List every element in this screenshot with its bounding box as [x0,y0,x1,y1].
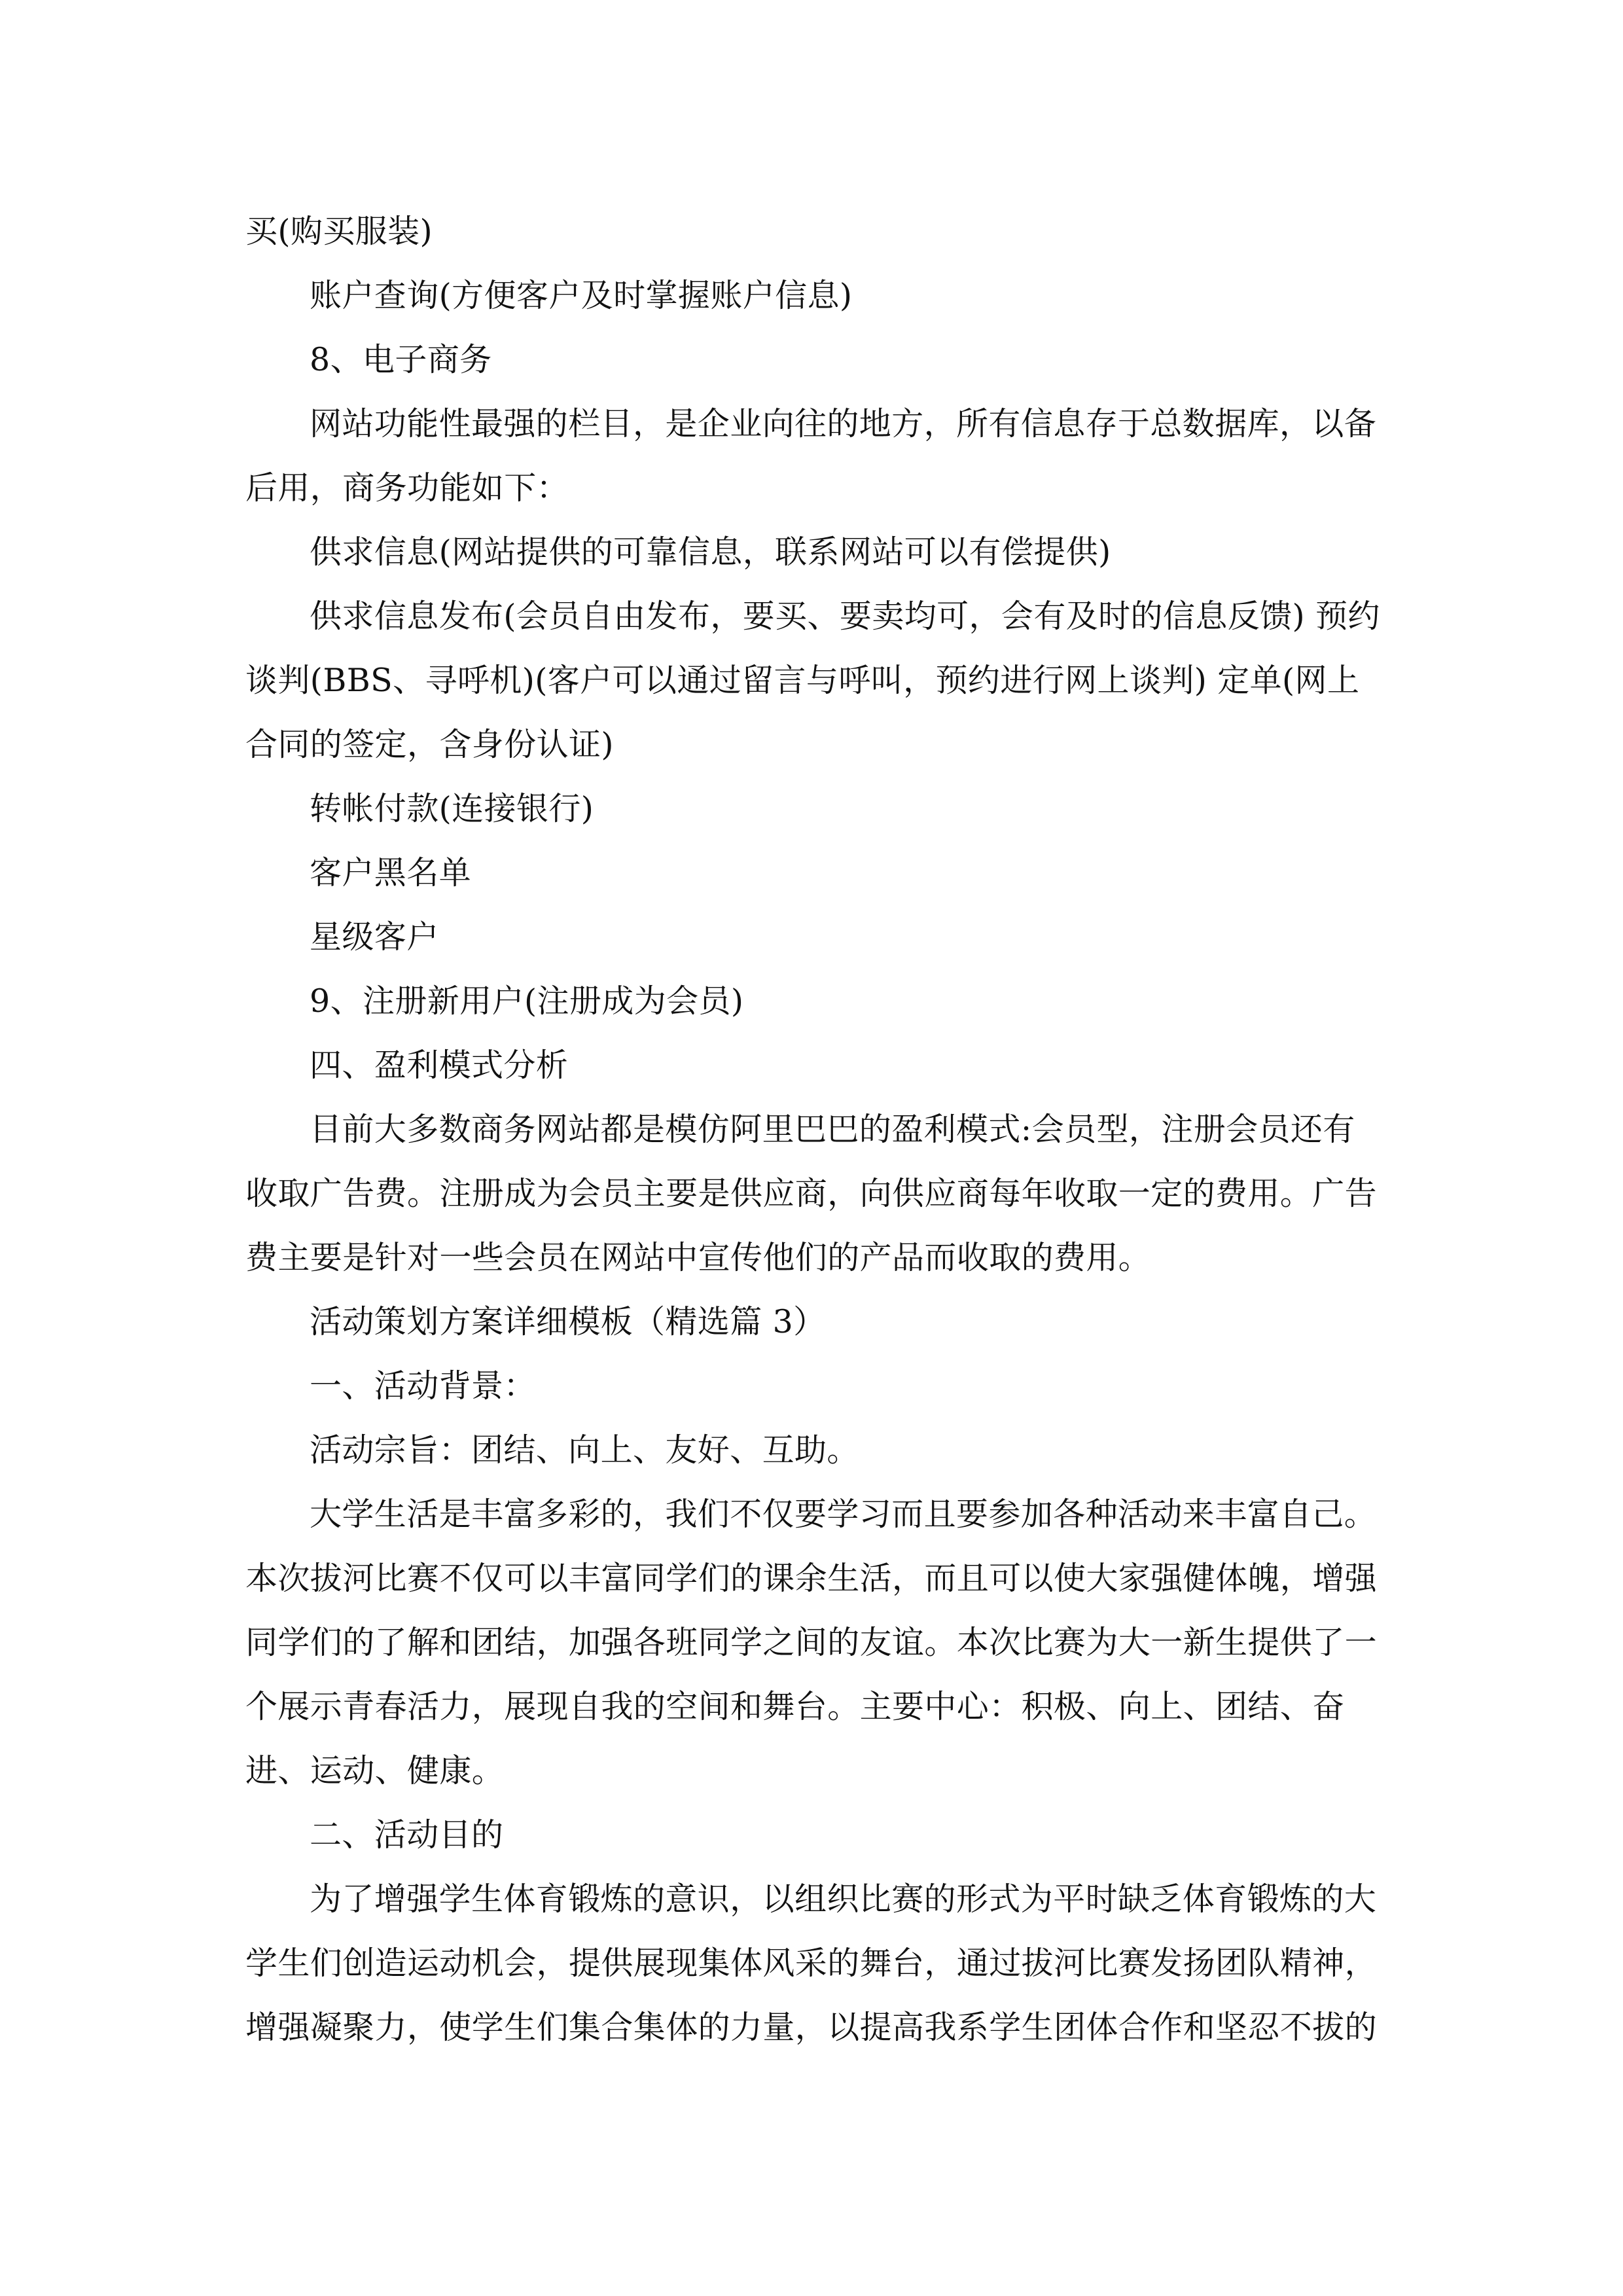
paragraph-college-life: 大学生活是丰富多彩的，我们不仅要学习而且要参加各种活动来丰富自己。本次拔河比赛不仅可以丰富同学们的课余生活，而且可以使大家强健体魄，增强同学们的了解和团结，加强各班同学之间的友谊。本次比赛为大一新生提供了一个展示青春活力，展现自我的空间和舞台。主要中心：积极、向上、团结、奋进、运动、健康。 [245,1496,1378,1789]
section-heading-ecommerce: 8、电子商务 [310,341,492,378]
paragraph-supply-info: 供求信息(网站提供的可靠信息，联系网站可以有偿提供) [310,533,1111,571]
paragraph-continuation: 买(购买服装) [245,213,433,250]
section-heading-register: 9、注册新用户(注册成为会员) [310,982,744,1020]
section-heading-background: 一、活动背景： [310,1367,536,1405]
paragraph-transfer-payment: 转帐付款(连接银行) [310,790,594,827]
paragraph-supply-publish: 供求信息发布(会员自由发布，要买、要卖均可，会有及时的信息反馈) 预约谈判(BBS、寻呼机)(客户可以通过留言与呼叫，预约进行网上谈判) 定单(网上合同的签定，含身份认证) [245,598,1380,763]
paragraph-ecommerce-intro: 网站功能性最强的栏目，是企业向往的地方，所有信息存于总数据库，以备后用，商务功能如下： [245,405,1377,507]
section-heading-activity-goal: 二、活动目的 [310,1816,504,1854]
section-heading-profit-model: 四、盈利模式分析 [310,1047,569,1084]
section-title-activity-plan: 活动策划方案详细模板（精选篇 3） [310,1303,826,1340]
paragraph-account-query: 账户查询(方便客户及时掌握账户信息) [310,277,853,314]
paragraph-activity-purpose: 活动宗旨：团结、向上、友好、互助。 [310,1431,859,1469]
paragraph-star-customer: 星级客户 [310,918,439,956]
document-body [245,200,1381,2060]
paragraph-customer-blacklist: 客户黑名单 [310,854,472,891]
paragraph-activity-goal: 为了增强学生体育锻炼的意识，以组织比赛的形式为平时缺乏体育锻炼的大学生们创造运动机会，提供展现集体风采的舞台，通过拔河比赛发扬团队精神，增强凝聚力，使学生们集合集体的力量，以提高我系学生团体合作和坚忍不拔的 [245,1880,1378,2046]
paragraph-profit-model: 目前大多数商务网站都是模仿阿里巴巴的盈利模式:会员型，注册会员还有收取广告费。注册成为会员主要是供应商，向供应商每年收取一定的费用。广告费主要是针对一些会员在网站中宣传他们的产品而收取的费用。 [245,1111,1378,1276]
